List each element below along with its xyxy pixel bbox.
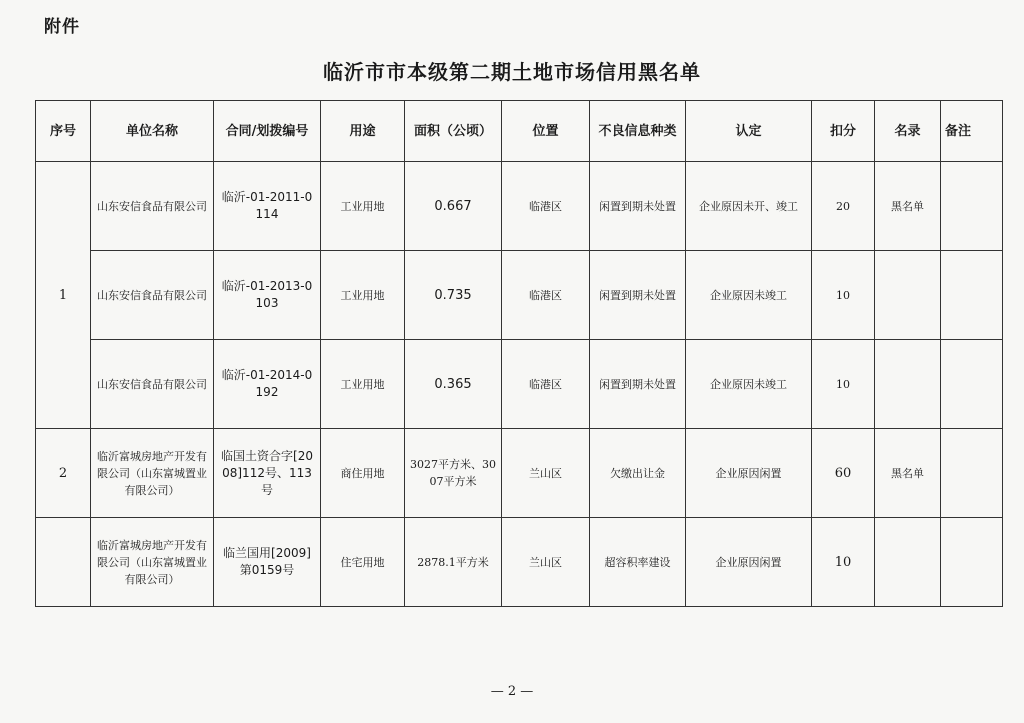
cell-area: 2878.1平方米 — [405, 518, 502, 607]
cell-code: 临沂-01-2011-0114 — [214, 162, 321, 251]
header-area: 面积（公顷） — [405, 101, 502, 162]
cell-use: 商住用地 — [321, 429, 405, 518]
cell-finding: 企业原因闲置 — [686, 518, 812, 607]
table-row — [36, 340, 1003, 429]
cell-seq: 2 — [36, 429, 91, 518]
cell-score: 60 — [812, 429, 875, 518]
cell-bad-info: 闲置到期未处置 — [590, 162, 686, 251]
table-row — [36, 251, 1003, 340]
header-code: 合同/划拨编号 — [214, 101, 321, 162]
cell-bad-info: 闲置到期未处置 — [590, 251, 686, 340]
cell-use: 工业用地 — [321, 251, 405, 340]
cell-area: 0.735 — [405, 251, 502, 340]
cell-note — [941, 429, 1003, 518]
page-number: — 2 — — [490, 684, 534, 699]
header-seq: 序号 — [36, 101, 91, 162]
cell-code: 临国土资合字[2008]112号、113号 — [214, 429, 321, 518]
table-row — [36, 162, 1003, 251]
cell-finding: 企业原因未开、竣工 — [686, 162, 812, 251]
cell-location: 临港区 — [502, 162, 590, 251]
cell-code: 临沂-01-2014-0192 — [214, 340, 321, 429]
cell-note — [941, 251, 1003, 340]
cell-bad-info: 欠缴出让金 — [590, 429, 686, 518]
blacklist-table — [35, 100, 1003, 607]
cell-location: 临港区 — [502, 251, 590, 340]
cell-location: 兰山区 — [502, 518, 590, 607]
header-note: 备注 — [941, 101, 1003, 162]
cell-bad-info: 闲置到期未处置 — [590, 340, 686, 429]
cell-score: 10 — [812, 251, 875, 340]
cell-list: 黑名单 — [875, 162, 941, 251]
cell-note — [941, 162, 1003, 251]
header-location: 位置 — [502, 101, 590, 162]
cell-area: 3027平方米、3007平方米 — [405, 429, 502, 518]
cell-use: 工业用地 — [321, 162, 405, 251]
table-row — [36, 518, 1003, 607]
cell-unit: 山东安信食品有限公司 — [91, 340, 214, 429]
table-row — [36, 429, 1003, 518]
header-use: 用途 — [321, 101, 405, 162]
cell-score: 20 — [812, 162, 875, 251]
cell-unit: 山东安信食品有限公司 — [91, 251, 214, 340]
cell-finding: 企业原因闲置 — [686, 429, 812, 518]
cell-note — [941, 340, 1003, 429]
cell-unit: 山东安信食品有限公司 — [91, 162, 214, 251]
header-finding: 认定 — [686, 101, 812, 162]
header-bad-info: 不良信息种类 — [590, 101, 686, 162]
cell-use: 住宅用地 — [321, 518, 405, 607]
cell-location: 兰山区 — [502, 429, 590, 518]
cell-unit: 临沂富城房地产开发有限公司（山东富城置业有限公司） — [91, 518, 214, 607]
header-list: 名录 — [875, 101, 941, 162]
cell-code: 临沂-01-2013-0103 — [214, 251, 321, 340]
attachment-label: 附件 — [44, 17, 80, 37]
cell-list — [875, 340, 941, 429]
cell-use: 工业用地 — [321, 340, 405, 429]
cell-area: 0.365 — [405, 340, 502, 429]
cell-finding: 企业原因未竣工 — [686, 340, 812, 429]
cell-seq: 1 — [36, 162, 91, 429]
cell-score: 10 — [812, 340, 875, 429]
cell-area: 0.667 — [405, 162, 502, 251]
header-row — [36, 101, 1003, 162]
cell-unit: 临沂富城房地产开发有限公司（山东富城置业有限公司） — [91, 429, 214, 518]
cell-list — [875, 518, 941, 607]
cell-bad-info: 超容积率建设 — [590, 518, 686, 607]
cell-score: 10 — [812, 518, 875, 607]
cell-location: 临港区 — [502, 340, 590, 429]
cell-seq — [36, 518, 91, 607]
document-title: 临沂市市本级第二期土地市场信用黑名单 — [323, 60, 701, 84]
header-score: 扣分 — [812, 101, 875, 162]
cell-code: 临兰国用[2009]第0159号 — [214, 518, 321, 607]
cell-list — [875, 251, 941, 340]
cell-finding: 企业原因未竣工 — [686, 251, 812, 340]
header-unit: 单位名称 — [91, 101, 214, 162]
cell-list: 黑名单 — [875, 429, 941, 518]
cell-note — [941, 518, 1003, 607]
